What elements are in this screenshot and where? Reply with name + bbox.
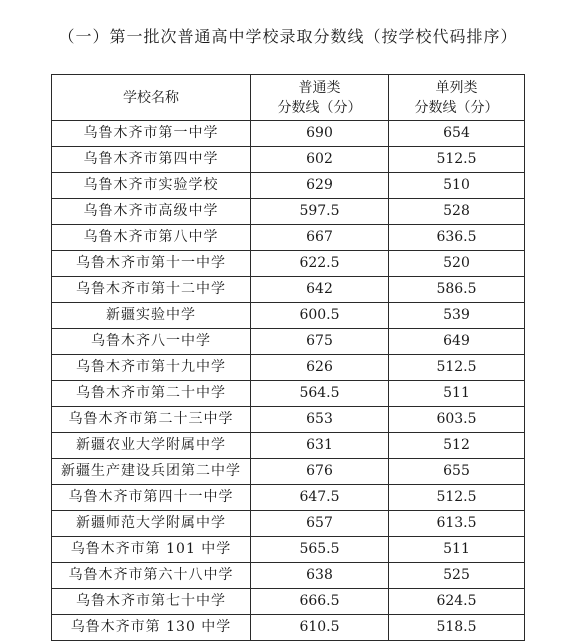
- single-score-cell: 512.5: [389, 355, 525, 381]
- table-row: [52, 459, 525, 485]
- school-name-cell: 乌鲁木齐市第六十八中学: [52, 563, 251, 589]
- table-row: [52, 147, 525, 173]
- school-name-cell: 乌鲁木齐市第四十一中学: [52, 485, 251, 511]
- header-school-name: [52, 75, 251, 121]
- school-name-cell: 乌鲁木齐市第二十三中学: [52, 407, 251, 433]
- single-score-cell: 512: [389, 433, 525, 459]
- table-row: [52, 329, 525, 355]
- school-name-cell: 乌鲁木齐市第十二中学: [52, 277, 251, 303]
- header-general-score: [251, 75, 389, 121]
- table-row: [52, 511, 525, 537]
- general-score-cell: 622.5: [251, 251, 389, 277]
- table-row: [52, 251, 525, 277]
- header-single-score-line1: 单列类: [435, 79, 478, 96]
- table-row: [52, 485, 525, 511]
- general-score-cell: 642: [251, 277, 389, 303]
- table-row: [52, 277, 525, 303]
- table-row: [52, 407, 525, 433]
- table-header-row: [52, 75, 525, 121]
- general-score-cell: 565.5: [251, 537, 389, 563]
- table-row: [52, 615, 525, 641]
- single-score-cell: 511: [389, 381, 525, 407]
- single-score-cell: 654: [389, 121, 525, 147]
- school-name-cell: 乌鲁木齐八一中学: [52, 329, 251, 355]
- school-name-cell: 乌鲁木齐市第 130 中学: [52, 615, 251, 641]
- single-score-cell: 512.5: [389, 485, 525, 511]
- single-score-cell: 539: [389, 303, 525, 329]
- school-name-cell: 乌鲁木齐市第二十中学: [52, 381, 251, 407]
- general-score-cell: 626: [251, 355, 389, 381]
- general-score-cell: 690: [251, 121, 389, 147]
- school-name-cell: 乌鲁木齐市第四中学: [52, 147, 251, 173]
- single-score-cell: 636.5: [389, 225, 525, 251]
- general-score-cell: 667: [251, 225, 389, 251]
- single-score-cell: 512.5: [389, 147, 525, 173]
- table-row: [52, 355, 525, 381]
- single-score-cell: 525: [389, 563, 525, 589]
- single-score-cell: 520: [389, 251, 525, 277]
- admission-score-table: [51, 74, 525, 641]
- general-score-cell: 676: [251, 459, 389, 485]
- single-score-cell: 518.5: [389, 615, 525, 641]
- table-row: [52, 199, 525, 225]
- general-score-cell: 610.5: [251, 615, 389, 641]
- single-score-cell: 528: [389, 199, 525, 225]
- header-general-score-line1: 普通类: [298, 79, 341, 96]
- general-score-cell: 597.5: [251, 199, 389, 225]
- school-name-cell: 乌鲁木齐市第七十中学: [52, 589, 251, 615]
- table-row: [52, 303, 525, 329]
- general-score-cell: 657: [251, 511, 389, 537]
- general-score-cell: 653: [251, 407, 389, 433]
- single-score-cell: 510: [389, 173, 525, 199]
- single-score-cell: 613.5: [389, 511, 525, 537]
- table-row: [52, 225, 525, 251]
- single-score-cell: 624.5: [389, 589, 525, 615]
- school-name-cell: 乌鲁木齐市第十九中学: [52, 355, 251, 381]
- school-name-cell: 乌鲁木齐市第 101 中学: [52, 537, 251, 563]
- table-row: [52, 121, 525, 147]
- general-score-cell: 600.5: [251, 303, 389, 329]
- header-single-score: [389, 75, 525, 121]
- general-score-cell: 602: [251, 147, 389, 173]
- single-score-cell: 655: [389, 459, 525, 485]
- general-score-cell: 675: [251, 329, 389, 355]
- general-score-cell: 629: [251, 173, 389, 199]
- school-name-cell: 乌鲁木齐市高级中学: [52, 199, 251, 225]
- table-row: [52, 381, 525, 407]
- school-name-cell: 乌鲁木齐市第八中学: [52, 225, 251, 251]
- school-name-cell: 乌鲁木齐市第一中学: [52, 121, 251, 147]
- header-general-score-line2: 分数线（分）: [277, 99, 362, 116]
- school-name-cell: 新疆农业大学附属中学: [52, 433, 251, 459]
- header-single-score-line2: 分数线（分）: [414, 99, 499, 116]
- single-score-cell: 603.5: [389, 407, 525, 433]
- table-body: [52, 121, 525, 641]
- page-title: （一）第一批次普通高中学校录取分数线（按学校代码排序）: [58, 27, 518, 46]
- school-name-cell: 新疆师范大学附属中学: [52, 511, 251, 537]
- general-score-cell: 666.5: [251, 589, 389, 615]
- school-name-cell: 新疆实验中学: [52, 303, 251, 329]
- table-row: [52, 433, 525, 459]
- general-score-cell: 564.5: [251, 381, 389, 407]
- general-score-cell: 631: [251, 433, 389, 459]
- general-score-cell: 647.5: [251, 485, 389, 511]
- school-name-cell: 乌鲁木齐市实验学校: [52, 173, 251, 199]
- table-row: [52, 589, 525, 615]
- single-score-cell: 649: [389, 329, 525, 355]
- header-school-name-label: 学校名称: [123, 89, 179, 106]
- school-name-cell: 新疆生产建设兵团第二中学: [52, 459, 251, 485]
- table-row: [52, 537, 525, 563]
- single-score-cell: 586.5: [389, 277, 525, 303]
- table-row: [52, 563, 525, 589]
- single-score-cell: 511: [389, 537, 525, 563]
- school-name-cell: 乌鲁木齐市第十一中学: [52, 251, 251, 277]
- table-row: [52, 173, 525, 199]
- general-score-cell: 638: [251, 563, 389, 589]
